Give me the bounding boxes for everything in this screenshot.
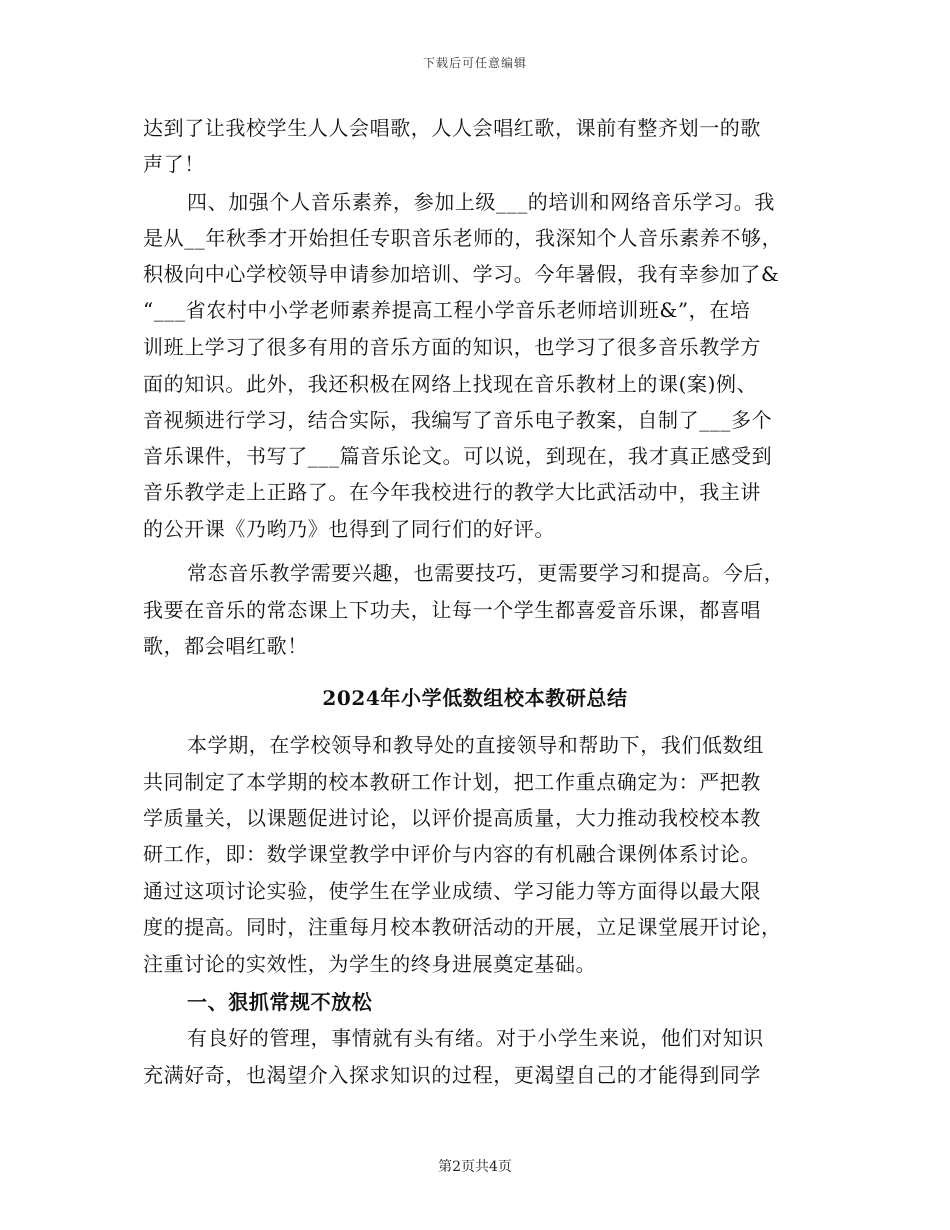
text-line: 我要在音乐的常态课上下功夫，让每一个学生都喜爱音乐课，都喜唱 bbox=[143, 598, 761, 622]
text-line: 音乐课件，书写了___篇音乐论文。可以说，到现在，我才真正感受到 bbox=[143, 444, 773, 468]
text-line: 音视频进行学习，结合实际，我编写了音乐电子教案，自制了___多个 bbox=[143, 408, 773, 432]
text-line: 声了！ bbox=[143, 152, 205, 176]
text-line: 的公开课《乃哟乃》也得到了同行们的好评。 bbox=[143, 517, 555, 541]
text-line: 音乐教学走上正路了。在今年我校进行的教学大比武活动中，我主讲 bbox=[143, 480, 761, 504]
text-line: 充满好奇，也渴望介入探求知识的过程，更渴望自己的才能得到同学 bbox=[143, 1063, 761, 1087]
text-line: 通过这项讨论实验，使学生在学业成绩、学习能力等方面得以最大限 bbox=[143, 879, 761, 903]
section-title: 2024年小学低数组校本教研总结 bbox=[322, 686, 628, 710]
page-header-note: 下载后可任意编辑 bbox=[422, 56, 527, 70]
page-number: 第2页共4页 bbox=[438, 1159, 512, 1175]
text-line: 训班上学习了很多有用的音乐方面的知识，也学习了很多音乐教学方 bbox=[143, 335, 761, 359]
text-line: 是从__年秋季才开始担任专职音乐老师的，我深知个人音乐素养不够， bbox=[143, 226, 783, 250]
text-line: “___省农村中小学老师素养提高工程小学音乐老师培训班&”，在培 bbox=[143, 298, 751, 322]
text-line: 有良好的管理，事情就有头有绪。对于小学生来说，他们对知识 bbox=[187, 1026, 764, 1050]
text-line: 歌，都会唱红歌！ bbox=[143, 634, 308, 658]
text-line: 度的提高。同时，注重每月校本教研活动的开展，立足课堂展开讨论， bbox=[143, 915, 782, 939]
text-line: 积极向中心学校领导申请参加培训、学习。今年暑假，我有幸参加了& bbox=[143, 262, 780, 286]
text-line: 面的知识。此外，我还积极在网络上找现在音乐教材上的课(案)例、 bbox=[143, 372, 758, 396]
text-line: 四、加强个人音乐素养，参加上级___的培训和网络音乐学习。我 bbox=[187, 190, 775, 214]
subsection-heading: 一、狠抓常规不放松 bbox=[187, 990, 373, 1014]
text-line: 共同制定了本学期的校本教研工作计划，把工作重点确定为：严把教 bbox=[143, 770, 761, 794]
text-line: 常态音乐教学需要兴趣，也需要技巧，更需要学习和提高。今后， bbox=[187, 561, 785, 585]
text-line: 本学期，在学校领导和教导处的直接领导和帮助下，我们低数组 bbox=[187, 733, 764, 757]
text-line: 学质量关，以课题促进讨论，以评价提高质量，大力推动我校校本教 bbox=[143, 806, 761, 830]
text-line: 研工作，即：数学课堂教学中评价与内容的有机融合课例体系讨论。 bbox=[143, 842, 761, 866]
text-line: 达到了让我校学生人人会唱歌，人人会唱红歌，课前有整齐划一的歌 bbox=[143, 116, 761, 140]
text-line: 注重讨论的实效性，为学生的终身进展奠定基础。 bbox=[143, 952, 597, 976]
